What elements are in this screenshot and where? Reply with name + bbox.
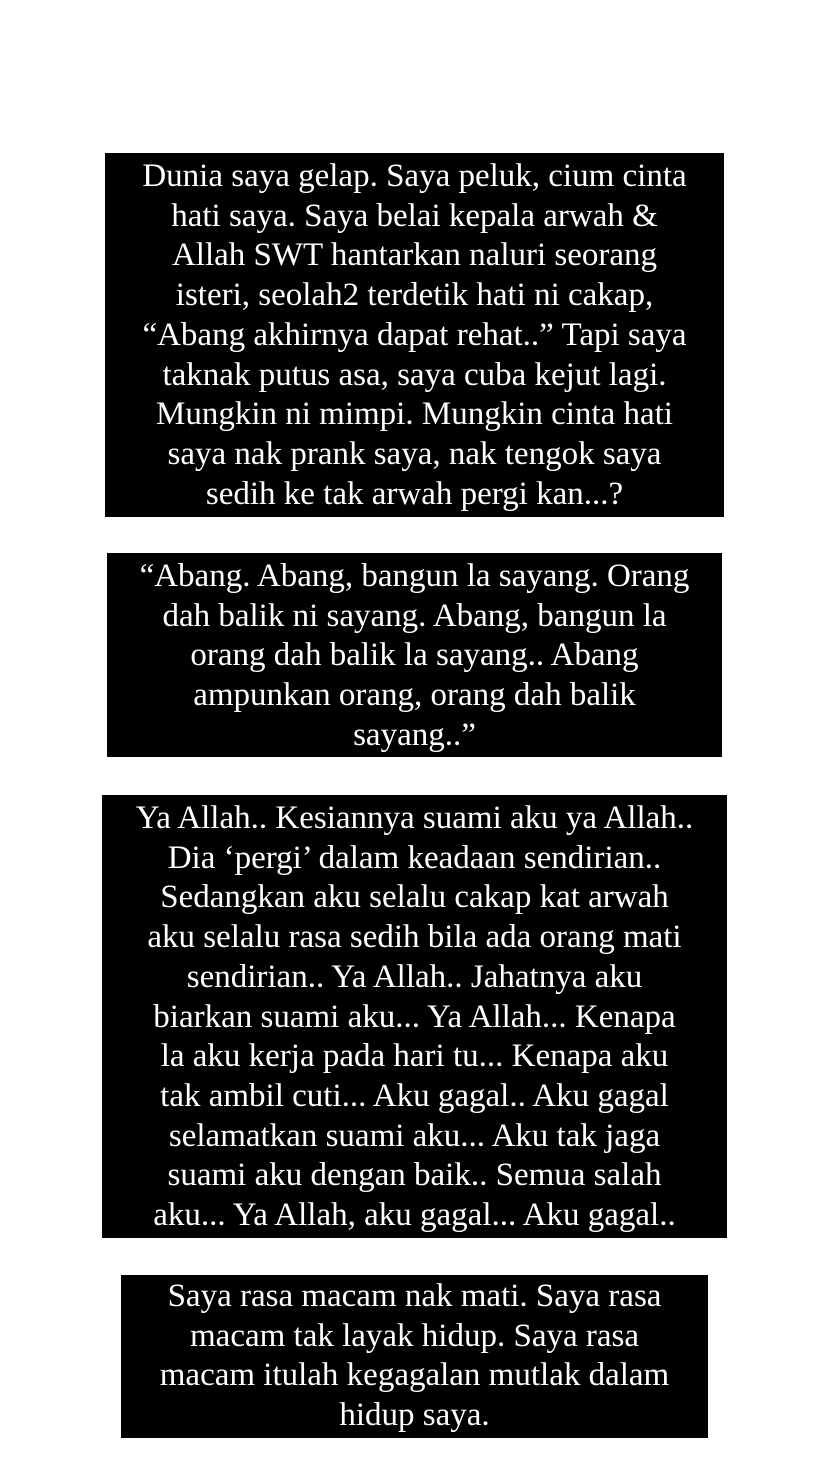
story-text-block-1: Dunia saya gelap. Saya peluk, cium cinta hati saya. Saya belai kepala arwah & Allah SWT hantarkan naluri seorang isteri, seolah2 terdetik hati ni cakap, “Abang akhirnya dapat rehat..” Tapi saya taknak putus asa, saya cuba kejut lagi. Mungkin ni mimpi. Mungkin cinta hati saya nak prank saya, nak tengok saya sedih ke tak arwah pergi kan...? (105, 153, 724, 517)
story-text-block-2: “Abang. Abang, bangun la sayang. Orang dah balik ni sayang. Abang, bangun la orang dah balik la sayang.. Abang ampunkan orang, orang dah balik sayang..” (107, 553, 722, 757)
story-text-block-4: Saya rasa macam nak mati. Saya rasa macam tak layak hidup. Saya rasa macam itulah kegagalan mutlak dalam hidup saya. (121, 1275, 708, 1438)
story-text-block-3: Ya Allah.. Kesiannya suami aku ya Allah.. Dia ‘pergi’ dalam keadaan sendirian.. Sedangkan aku selalu cakap kat arwah aku selalu rasa sedih bila ada orang mati sendirian.. Ya Allah.. Jahatnya aku biarkan suami aku... Ya Allah... Kenapa la aku kerja pada hari tu... Kenapa aku tak ambil cuti... Aku gagal.. Aku gagal selamatkan suami aku... Aku tak jaga suami aku dengan baik.. Semua salah aku... Ya Allah, aku gagal... Aku gagal.. (102, 795, 727, 1238)
